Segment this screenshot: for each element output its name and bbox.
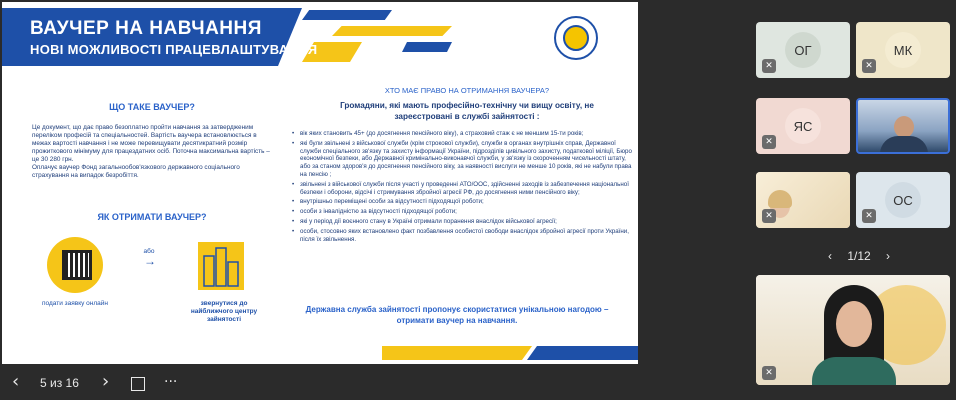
step-online: подати заявку онлайн	[41, 300, 109, 307]
prev-slide-button[interactable]: ‹	[12, 371, 20, 392]
mic-muted-icon: ✕	[762, 135, 776, 149]
header-stripe	[332, 26, 452, 36]
participants-pager	[822, 249, 896, 263]
what-heading: ЩО ТАКЕ ВАУЧЕР?	[109, 102, 195, 112]
how-heading: ЯК ОТРИМАТИ ВАУЧЕР?	[97, 212, 207, 222]
page-indicator: 5 из 16	[40, 376, 79, 390]
slide-subtitle: НОВІ МОЖЛИВОСТІ ПРАЦЕВЛАШТУВАННЯ	[30, 42, 318, 57]
person-head	[894, 116, 914, 138]
avatar: МК	[885, 32, 921, 68]
pager-next-button[interactable]: ›	[886, 249, 891, 263]
slide-title: ВАУЧЕР НА НАВЧАННЯ	[30, 18, 262, 39]
employment-service-logo	[554, 16, 598, 60]
list-item: • які у період дії воєнного стану в Україні отримали поранення внаслідок військової агресії;	[292, 218, 632, 226]
what-text: Це документ, що дає право безоплатно пройти навчання за затвердженим переліком професій та спеціальностей. Вартість ваучера встановлюється в межах вартості навчання і не може перевищувати десятикратний розмір прожиткового мінімуму для працездатних осіб. Поточна максимальна вартість – це 30 280 грн. Оплачує ваучер Фонд загальнообов'язкового державного соціального страхування на випадок безробіття.	[32, 124, 270, 179]
person-body	[812, 357, 896, 385]
mic-muted-icon: ✕	[762, 209, 776, 223]
buildings-icon	[198, 242, 244, 290]
mic-muted-icon: ✕	[762, 366, 776, 380]
list-item: • внутрішньо переміщені особи за відсутності підходящої роботи;	[292, 198, 632, 206]
person-head	[836, 301, 872, 347]
who-subheading: Громадяни, які мають професійно-технічну чи вищу освіту, не зареєстровані в службі зайнятості :	[340, 101, 594, 121]
list-item: • які були звільнені з військової служби (крім строкової служби), служби в органах внутрішніх справ, Державної служби спеціального зв'язку та захисту інформації України, підрозділів цивільного захисту, податкової міліції, Бюро економічної безпеки, або Державної кримінально-виконавчої служби, у зв'язку із скороченням чисельності штату, або за станом здоров'я до досягнення пенсійного віку, за наявності вислуги не менше 10 років, які не набули права на пенсію ;	[292, 140, 632, 179]
list-item: • особи, стосовно яких встановлено факт позбавлення особистої свободи внаслідок збройної агресії проти України, після їх звільнення.	[292, 228, 632, 244]
participant-video-tile[interactable]	[856, 98, 950, 154]
list-item: • особи з інвалідністю за відсутності підходящої роботи;	[292, 208, 632, 216]
list-item: • вік яких становить 45+ (до досягнення пенсійного віку), а страховий стаж є не меншим 15-ти років;	[292, 130, 632, 138]
mic-muted-icon: ✕	[762, 59, 776, 73]
shared-slide	[2, 2, 638, 364]
participant-tile[interactable]	[856, 22, 950, 78]
avatar: ЯС	[785, 108, 821, 144]
slides-grid-icon[interactable]	[131, 377, 145, 391]
person-hair	[768, 190, 792, 208]
participant-tile[interactable]	[756, 22, 850, 78]
participant-tile[interactable]	[756, 98, 850, 154]
avatar: ОС	[885, 182, 921, 218]
mic-muted-icon: ✕	[862, 59, 876, 73]
avatar: ОГ	[785, 32, 821, 68]
eligibility-list	[292, 130, 632, 245]
slide-toolbar	[0, 366, 753, 400]
person-body	[880, 136, 928, 154]
or-label: або	[143, 248, 155, 255]
participant-tile[interactable]	[856, 172, 950, 228]
next-slide-button[interactable]: ›	[102, 371, 110, 392]
qr-code-icon	[62, 250, 92, 280]
pager-prev-button[interactable]: ‹	[828, 249, 832, 263]
arrow-right-icon: →	[144, 254, 156, 268]
who-heading: ХТО МАЄ ПРАВО НА ОТРИМАННЯ ВАУЧЕРА?	[384, 86, 550, 95]
header-stripe	[402, 42, 452, 52]
mic-muted-icon: ✕	[862, 209, 876, 223]
active-speaker-video[interactable]	[756, 275, 950, 385]
list-item: • звільнені з військової служби після участі у проведенні АТО/ООС, здійсненні заходів із забезпечення національної безпеки і оборони, відсічі і стримування збройної агресії РФ, до досягнення ними пенсійного віку;	[292, 181, 632, 197]
more-options-button[interactable]: ···	[164, 374, 178, 390]
pager-label: 1/12	[847, 249, 871, 263]
participant-video-tile[interactable]	[756, 172, 850, 228]
header-stripe	[302, 10, 392, 20]
step-center: звернутися до найближчого центру зайнятості	[190, 300, 258, 323]
slide-footer: Державна служба зайнятості пропонує скористатися унікальною нагодою – отримати ваучер на навчання.	[305, 305, 609, 325]
bottom-decor	[382, 346, 638, 360]
